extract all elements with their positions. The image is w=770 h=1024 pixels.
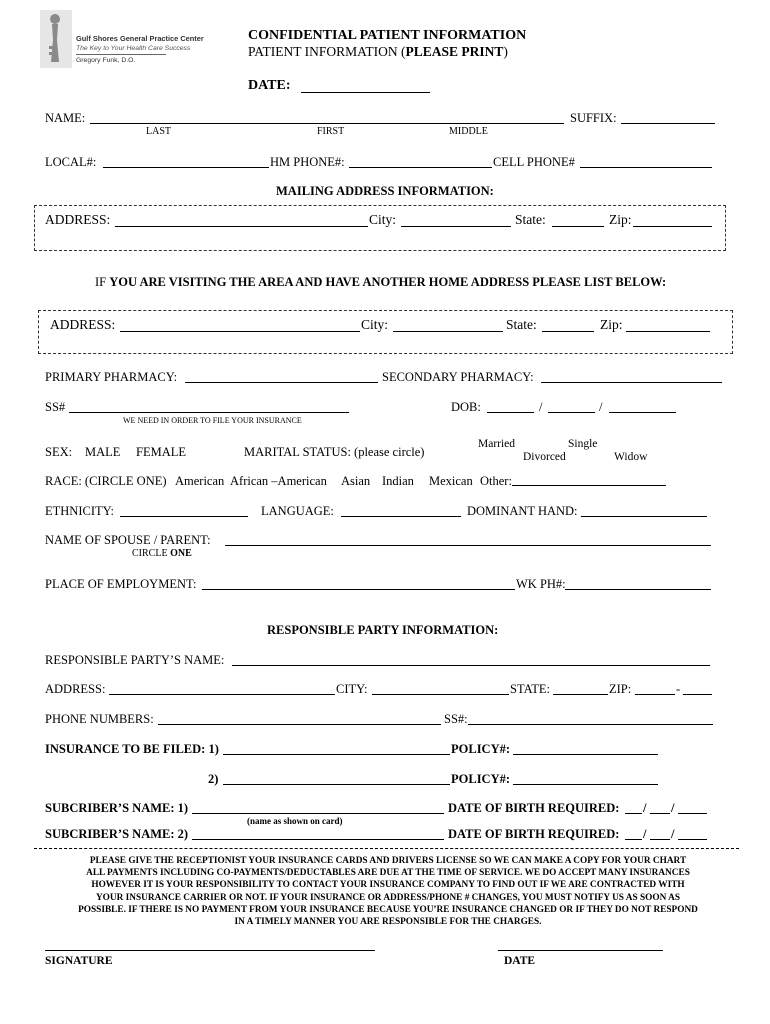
work-phone-field[interactable] <box>565 589 711 590</box>
subscriber-2-field[interactable] <box>192 839 444 840</box>
middle-caption: MIDDLE <box>449 126 488 137</box>
form-subtitle <box>248 44 508 60</box>
policy-1-field[interactable] <box>513 754 658 755</box>
subscriber-1-dob-year[interactable] <box>678 813 707 814</box>
date-label: DATE: <box>248 78 291 93</box>
insurance-2-field[interactable] <box>223 784 450 785</box>
subtitle-bold: PLEASE PRINT <box>405 44 504 59</box>
phone-numbers-label: PHONE NUMBERS: <box>45 712 154 726</box>
mailing-heading: MAILING ADDRESS INFORMATION: <box>276 184 494 198</box>
policy-2-field[interactable] <box>513 784 658 785</box>
subscriber-2-dob-sep-1: / <box>643 827 647 841</box>
notice-line: IN A TIMELY MANNER YOU ARE RESPONSIBLE FOR THE CHARGES. <box>234 917 542 928</box>
practice-name: Gulf Shores General Practice Center <box>76 34 204 43</box>
notice-divider <box>34 848 739 849</box>
responsible-zip-dash: - <box>676 682 681 696</box>
employment-field[interactable] <box>202 589 515 590</box>
cell-phone-label: CELL PHONE# <box>493 155 575 169</box>
dominant-hand-label: DOMINANT HAND: <box>467 504 578 518</box>
mailing-zip-field[interactable] <box>633 226 712 227</box>
marital-divorced[interactable]: Divorced <box>523 451 566 463</box>
suffix-field[interactable] <box>621 123 715 124</box>
subscriber-1-dob-sep-1: / <box>643 801 647 815</box>
subtitle-prefix: PATIENT INFORMATION ( <box>248 44 406 59</box>
visiting-heading <box>95 275 666 289</box>
language-field[interactable] <box>341 516 461 517</box>
subtitle-suffix: ) <box>503 44 508 59</box>
visiting-zip-field[interactable] <box>626 331 710 332</box>
visiting-heading-prefix: IF <box>95 275 110 289</box>
responsible-name-field[interactable] <box>232 665 710 666</box>
visiting-state-field[interactable] <box>542 331 594 332</box>
language-label: LANGUAGE: <box>261 504 334 518</box>
subscriber-1-field[interactable] <box>192 813 444 814</box>
dob-label: DOB: <box>451 400 481 414</box>
dominant-hand-field[interactable] <box>581 516 707 517</box>
ethnicity-label: ETHNICITY: <box>45 504 114 518</box>
responsible-heading: RESPONSIBLE PARTY INFORMATION: <box>267 623 499 637</box>
dob-sep-2: / <box>599 400 603 414</box>
marital-married[interactable]: Married <box>478 438 516 450</box>
responsible-ss-label: SS#: <box>444 712 468 726</box>
signature-label: SIGNATURE <box>45 955 113 967</box>
notice-line: HOWEVER IT IS YOUR RESPONSIBILITY TO CONTACT YOUR INSURANCE COMPANY TO FIND OUT IF WE ARE CONTRACTED WITH <box>91 880 685 891</box>
visiting-heading-bold: YOU ARE VISITING THE AREA AND HAVE ANOTHER HOME ADDRESS PLEASE LIST BELOW: <box>109 275 667 289</box>
race-label: RACE: (CIRCLE ONE) <box>45 474 167 488</box>
notice-line: POSSIBLE. IF THERE IS NO PAYMENT FROM YOUR INSURANCE BECAUSE YOU’RE INSURANCE CHANGED OR IF THEY DO NOT RESPOND <box>78 904 698 915</box>
responsible-ss-field[interactable] <box>468 724 713 725</box>
subscriber-1-dob-month[interactable] <box>625 813 642 814</box>
local-field[interactable] <box>103 167 269 168</box>
responsible-zip-field[interactable] <box>635 694 675 695</box>
circle-one-note <box>132 549 192 559</box>
logo-divider <box>76 54 166 55</box>
race-indian[interactable]: Indian <box>382 474 414 488</box>
visiting-city-field[interactable] <box>393 331 503 332</box>
responsible-zip-label: ZIP: <box>609 682 632 696</box>
subscriber-2-dob-month[interactable] <box>625 839 642 840</box>
secondary-pharmacy-field[interactable] <box>541 382 722 383</box>
spouse-parent-field[interactable] <box>225 545 711 546</box>
form-title: CONFIDENTIAL PATIENT INFORMATION <box>248 28 527 43</box>
mailing-state-field[interactable] <box>552 226 604 227</box>
ss-label: SS# <box>45 400 66 414</box>
notice-line: YOUR INSURANCE CARRIER OR NOT. IF YOUR INSURANCE OR ADDRESS/PHONE # CHANGES, YOU MUST NOTIFY US AS SOON AS <box>95 892 681 903</box>
notice-line: PLEASE GIVE THE RECEPTIONIST YOUR INSURANCE CARDS AND DRIVERS LICENSE SO WE CAN MAKE A COPY FOR YOUR CHART <box>89 856 687 866</box>
subscriber-2-label: SUBCRIBER’S NAME: 2) <box>45 827 189 841</box>
date-field[interactable] <box>301 92 430 93</box>
mailing-address-field[interactable] <box>115 226 368 227</box>
responsible-zip4-field[interactable] <box>683 694 712 695</box>
key-figure-logo-icon <box>40 10 72 68</box>
subscriber-2-dob-year[interactable] <box>678 839 707 840</box>
visiting-address-field[interactable] <box>120 331 360 332</box>
sex-female[interactable]: FEMALE <box>136 445 186 459</box>
subscriber-2-dob-sep-2: / <box>671 827 675 841</box>
ethnicity-field[interactable] <box>120 516 248 517</box>
responsible-address-field[interactable] <box>109 694 335 695</box>
sex-label: SEX: <box>45 445 73 459</box>
responsible-state-field[interactable] <box>553 694 608 695</box>
name-label: NAME: <box>45 111 86 125</box>
race-asian[interactable]: Asian <box>341 474 371 488</box>
signature-date-field[interactable] <box>498 950 663 951</box>
hm-phone-field[interactable] <box>349 167 492 168</box>
subscriber-1-dob-label: DATE OF BIRTH REQUIRED: <box>448 801 620 815</box>
spouse-parent-label: NAME OF SPOUSE / PARENT: <box>45 533 211 547</box>
insurance-1-field[interactable] <box>223 754 450 755</box>
phone-numbers-field[interactable] <box>158 724 441 725</box>
secondary-pharmacy-label: SECONDARY PHARMACY: <box>382 370 534 384</box>
visiting-state-label: State: <box>506 317 537 332</box>
responsible-name-label: RESPONSIBLE PARTY’S NAME: <box>45 653 225 667</box>
subscriber-1-label: SUBCRIBER’S NAME: 1) <box>45 801 189 815</box>
ss-note: WE NEED IN ORDER TO FILE YOUR INSURANCE <box>123 416 302 425</box>
visiting-address-label: ADDRESS: <box>50 317 116 332</box>
dob-sep-1: / <box>539 400 543 414</box>
subscriber-2-dob-label: DATE OF BIRTH REQUIRED: <box>448 827 620 841</box>
circle-one-bold: ONE <box>170 548 192 559</box>
work-phone-label: WK PH#: <box>516 577 566 591</box>
dob-year-field[interactable] <box>609 412 676 413</box>
subscriber-2-dob-day[interactable] <box>650 839 670 840</box>
insurance-1-label: INSURANCE TO BE FILED: 1) <box>45 742 219 756</box>
race-mexican[interactable]: Mexican <box>429 474 473 488</box>
marital-status-label: MARITAL STATUS: (please circle) <box>244 445 425 459</box>
visiting-zip-label: Zip: <box>600 317 623 332</box>
signature-field[interactable] <box>45 950 375 951</box>
dob-month-field[interactable] <box>487 412 534 413</box>
ss-field[interactable] <box>69 412 349 413</box>
doctor-name: Gregory Funk, D.O. <box>76 57 136 64</box>
last-caption: LAST <box>146 126 171 137</box>
signature-date-label: DATE <box>504 955 536 967</box>
cell-phone-field[interactable] <box>580 167 712 168</box>
name-on-card-note: (name as shown on card) <box>247 816 343 826</box>
name-field[interactable] <box>90 123 564 124</box>
sex-male[interactable]: MALE <box>85 445 121 459</box>
employment-label: PLACE OF EMPLOYMENT: <box>45 577 197 591</box>
notice-text <box>30 855 746 928</box>
hm-phone-label: HM PHONE#: <box>270 155 345 169</box>
race-other-field[interactable] <box>512 485 666 486</box>
practice-tagline: The Key to Your Health Care Success <box>76 45 191 52</box>
race-african-american[interactable]: African –American <box>230 474 327 488</box>
marital-widow[interactable]: Widow <box>614 451 648 463</box>
policy-1-label: POLICY#: <box>451 742 511 756</box>
visiting-city-label: City: <box>361 317 389 332</box>
insurance-2-label: 2) <box>208 772 219 786</box>
policy-2-label: POLICY#: <box>451 772 511 786</box>
mailing-city-field[interactable] <box>401 226 511 227</box>
notice-line: ALL PAYMENTS INCLUDING CO-PAYMENTS/DEDUCTABLES ARE DUE AT THE TIME OF SERVICE. WE DO ACCEPT MANY INSURANCES <box>86 868 690 879</box>
mailing-zip-label: Zip: <box>609 212 632 227</box>
responsible-city-label: CITY: <box>336 682 368 696</box>
marital-single[interactable]: Single <box>568 438 598 450</box>
responsible-address-label: ADDRESS: <box>45 682 106 696</box>
first-caption: FIRST <box>317 126 345 137</box>
race-american[interactable]: American <box>175 474 225 488</box>
subscriber-1-dob-sep-2: / <box>671 801 675 815</box>
mailing-state-label: State: <box>515 212 546 227</box>
primary-pharmacy-field[interactable] <box>185 382 378 383</box>
mailing-address-label: ADDRESS: <box>45 212 111 227</box>
circle-one-prefix: CIRCLE <box>132 548 171 559</box>
suffix-label: SUFFIX: <box>570 111 617 125</box>
responsible-state-label: STATE: <box>510 682 550 696</box>
responsible-city-field[interactable] <box>372 694 509 695</box>
race-other-label: Other: <box>480 474 512 488</box>
subscriber-1-dob-day[interactable] <box>650 813 670 814</box>
mailing-city-label: City: <box>369 212 397 227</box>
local-label: LOCAL#: <box>45 155 97 169</box>
dob-day-field[interactable] <box>548 412 595 413</box>
primary-pharmacy-label: PRIMARY PHARMACY: <box>45 370 178 384</box>
